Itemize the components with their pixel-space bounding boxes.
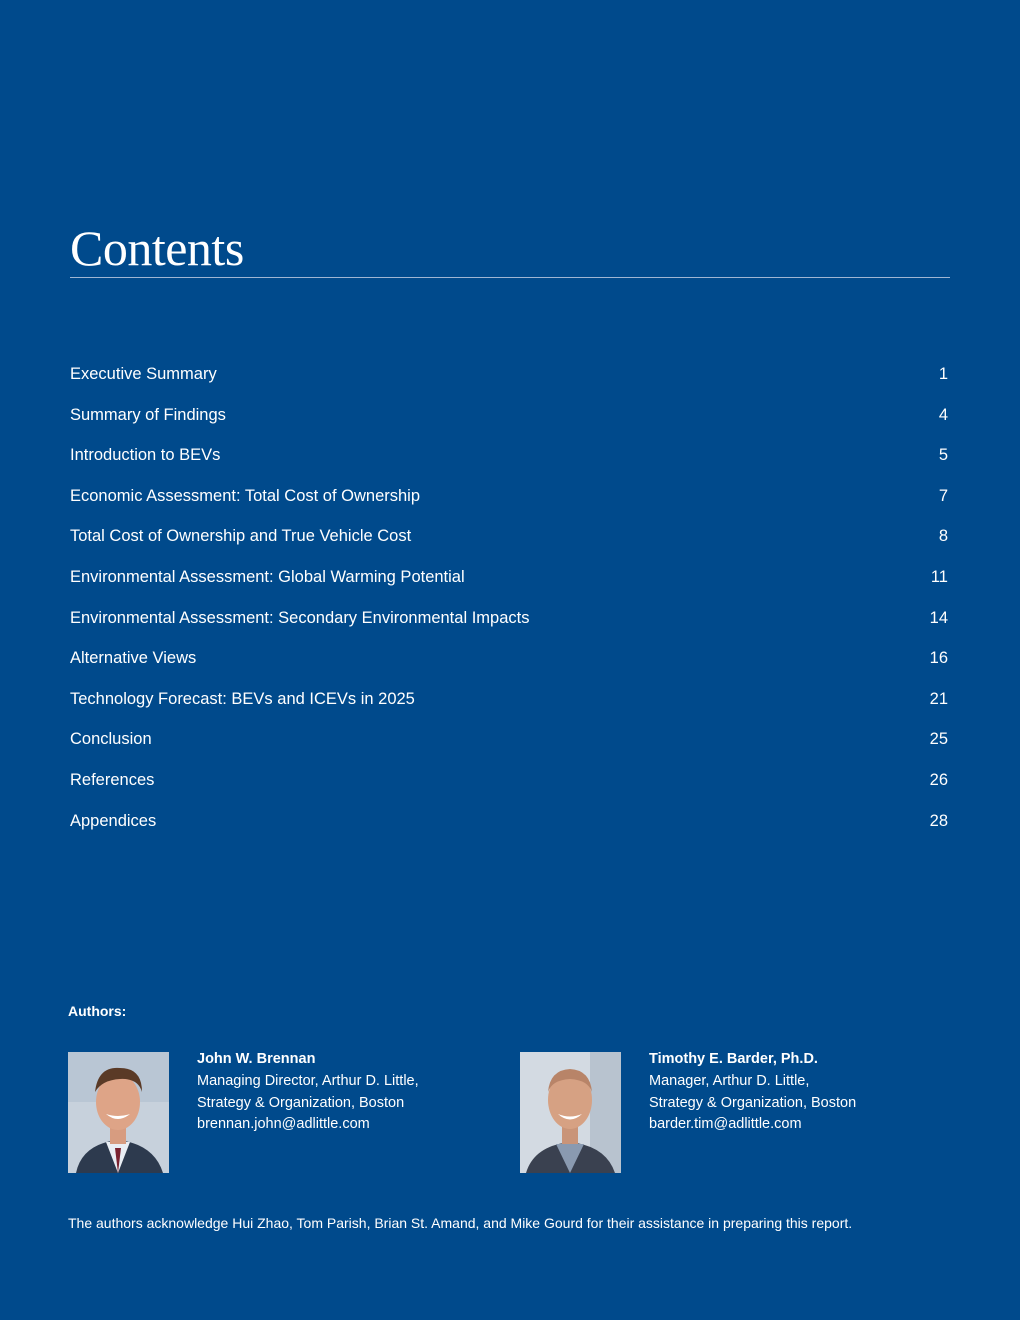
author-photo	[520, 1052, 621, 1173]
author-card	[520, 1052, 856, 1173]
author-email[interactable]: barder.tim@adlittle.com	[649, 1116, 802, 1133]
toc-entry-page: 4	[938, 405, 948, 424]
table-of-contents	[70, 362, 950, 849]
toc-entry-page: 21	[929, 689, 948, 708]
toc-entry[interactable]	[70, 768, 950, 809]
author-name: Timothy E. Barder, Ph.D.	[649, 1051, 818, 1067]
toc-entry[interactable]	[70, 362, 950, 403]
toc-entry-page: 5	[938, 446, 948, 465]
authors-heading: Authors:	[68, 1003, 127, 1019]
author-department: Strategy & Organization, Boston	[197, 1094, 405, 1111]
toc-entry[interactable]	[70, 403, 950, 444]
toc-entry[interactable]	[70, 687, 950, 728]
author-details	[197, 1049, 419, 1173]
toc-entry-page: 25	[929, 730, 948, 749]
author-title: Manager, Arthur D. Little,	[649, 1072, 810, 1089]
toc-entry-label: Alternative Views	[70, 649, 197, 668]
toc-entry[interactable]	[70, 646, 950, 687]
toc-entry[interactable]	[70, 443, 950, 484]
toc-entry[interactable]	[70, 565, 950, 606]
toc-entry-label: References	[70, 770, 155, 789]
toc-entry-label: Summary of Findings	[70, 405, 226, 424]
toc-entry-label: Total Cost of Ownership and True Vehicle Cost	[70, 527, 412, 546]
toc-entry-page: 14	[929, 608, 948, 627]
toc-entry-label: Environmental Assessment: Secondary Environmental Impacts	[70, 608, 530, 627]
toc-entry-label: Executive Summary	[70, 365, 217, 383]
toc-entry-label: Conclusion	[70, 730, 152, 749]
author-photo	[68, 1052, 169, 1173]
toc-entry-page: 8	[938, 527, 948, 546]
page-title: Contents	[70, 220, 244, 276]
toc-entry[interactable]	[70, 484, 950, 525]
toc-entry-label: Environmental Assessment: Global Warming Potential	[70, 567, 465, 586]
toc-entry[interactable]	[70, 606, 950, 647]
author-title: Managing Director, Arthur D. Little,	[197, 1072, 419, 1089]
toc-entry-page: 11	[930, 567, 948, 586]
toc-entry[interactable]	[70, 809, 950, 850]
author-department: Strategy & Organization, Boston	[649, 1094, 857, 1111]
toc-entry[interactable]	[70, 524, 950, 565]
toc-entry-page: 7	[938, 486, 948, 505]
acknowledgement: The authors acknowledge Hui Zhao, Tom Parish, Brian St. Amand, and Mike Gourd for their assistance in preparing this report.	[68, 1215, 853, 1231]
toc-entry-page: 16	[929, 649, 948, 668]
title-divider	[70, 277, 950, 278]
author-name: John W. Brennan	[197, 1051, 316, 1067]
author-card	[68, 1052, 419, 1173]
author-details	[649, 1049, 856, 1173]
toc-entry[interactable]	[70, 727, 950, 768]
toc-entry-page: 28	[929, 811, 948, 830]
toc-entry-label: Economic Assessment: Total Cost of Ownership	[70, 486, 421, 505]
author-email[interactable]: brennan.john@adlittle.com	[197, 1116, 370, 1133]
toc-entry-label: Technology Forecast: BEVs and ICEVs in 2025	[70, 689, 415, 708]
toc-entry-page: 1	[938, 365, 948, 383]
toc-entry-label: Introduction to BEVs	[70, 446, 221, 465]
toc-entry-page: 26	[929, 770, 948, 789]
toc-entry-label: Appendices	[70, 811, 157, 830]
